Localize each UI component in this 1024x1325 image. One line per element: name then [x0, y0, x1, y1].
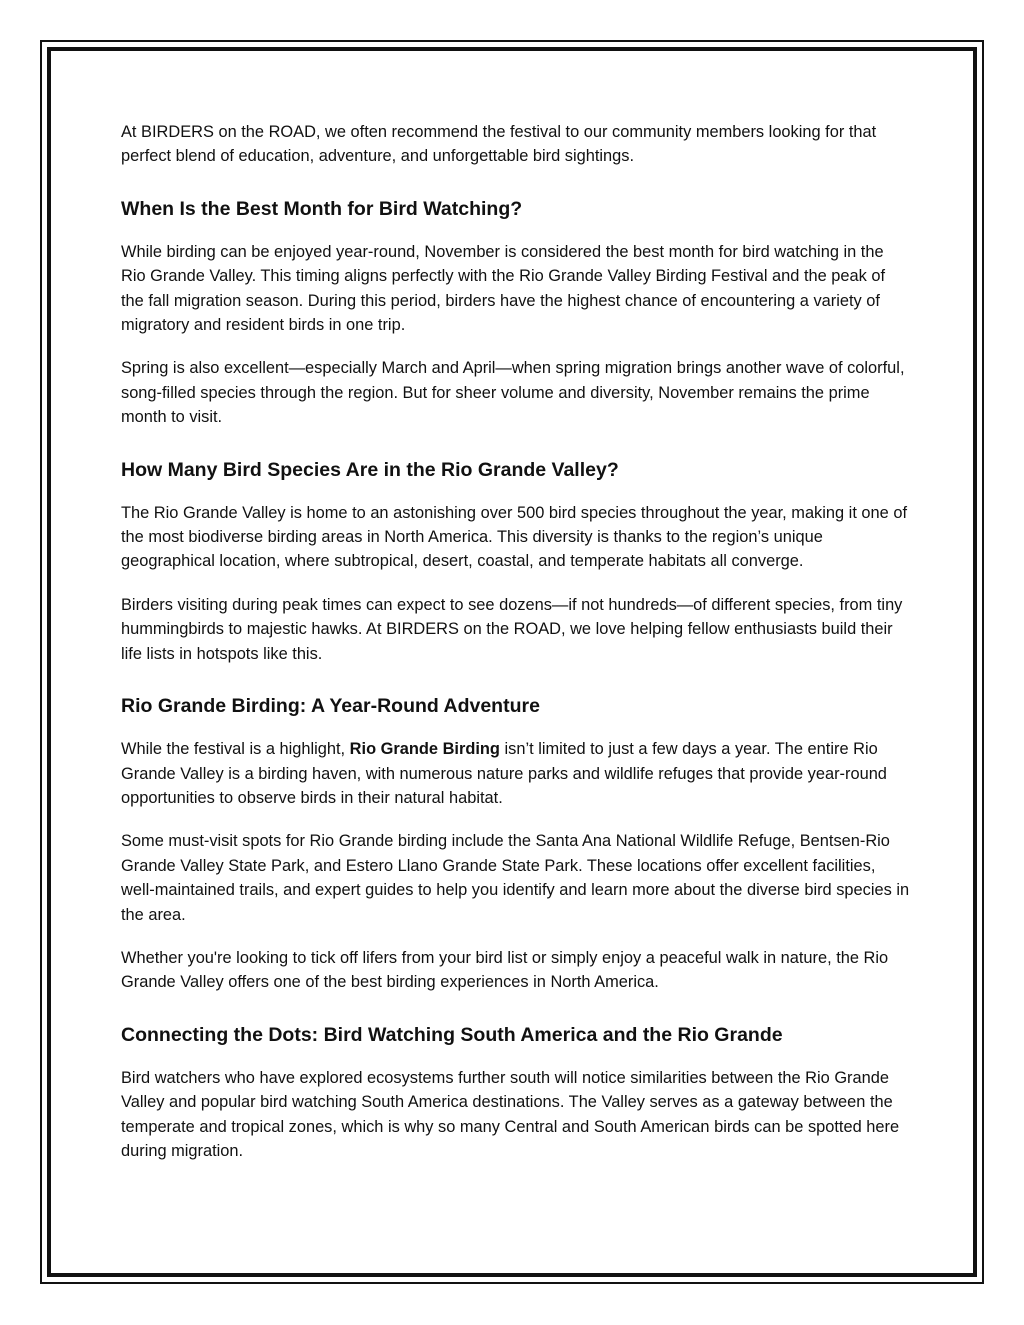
- paragraph: Bird watchers who have explored ecosystems further south will notice similarities between the Rio Grande Valley and popular bird watching South America destinations. The Valley serves as a gateway between the temperate and tropical zones, which is why so many Central and South American birds can be spotted here during migration.: [121, 1068, 900, 1160]
- text-run: isn’t limited to just a few days a year. The entire Rio Grande Valley is a birding haven, with numerous nature parks and wildlife refuges that provide year-round opportunities to observe birds in their natural habitat.: [121, 740, 887, 807]
- heading-best-month: When Is the Best Month for Bird Watching?: [121, 197, 523, 220]
- document-body: [121, 120, 911, 1182]
- paragraph: Some must-visit spots for Rio Grande birding include the Santa Ana National Wildlife Refuge, Bentsen-Rio Grande Valley State Park, and Estero Llano Grande State Park. These locations offer excellent facilities, well-maintained trails, and expert guides to help you identify and learn more about the diverse bird species in the area.: [121, 832, 910, 924]
- heading-south-america: Connecting the Dots: Bird Watching South America and the Rio Grande: [121, 1023, 783, 1046]
- paragraph: [121, 737, 911, 810]
- paragraph: Birders visiting during peak times can expect to see dozens—if not hundreds—of different species, from tiny hummingbirds to majestic hawks. At BIRDERS on the ROAD, we love helping fellow enthusiasts build their life lists in hotspots like this.: [121, 595, 903, 663]
- paragraph: Whether you're looking to tick off lifers from your bird list or simply enjoy a peaceful walk in nature, the Rio Grande Valley offers one of the best birding experiences in North America.: [121, 948, 889, 992]
- paragraph: Spring is also excellent—especially March and April—when spring migration brings another wave of colorful, song-filled species through the region. But for sheer volume and diversity, November remains the prime month to visit.: [121, 359, 905, 427]
- heading-species-count: How Many Bird Species Are in the Rio Grande Valley?: [121, 458, 619, 481]
- text-run: While the festival is a highlight,: [121, 740, 350, 759]
- bold-term: Rio Grande Birding: [349, 740, 500, 759]
- paragraph: The Rio Grande Valley is home to an astonishing over 500 bird species throughout the year, making it one of the most biodiverse birding areas in North America. This diversity is thanks to the region’s unique geographical location, where subtropical, desert, coastal, and temperate habitats all converge.: [121, 503, 907, 571]
- intro-paragraph: At BIRDERS on the ROAD, we often recommend the festival to our community members looking for that perfect blend of education, adventure, and unforgettable bird sightings.: [121, 123, 877, 166]
- paragraph: While birding can be enjoyed year-round, November is considered the best month for bird watching in the Rio Grande Valley. This timing aligns perfectly with the Rio Grande Valley Birding Festival and the peak of the fall migration season. During this period, birders have the highest chance of encountering a variety of migratory and resident birds in one trip.: [121, 242, 886, 335]
- heading-year-round: Rio Grande Birding: A Year-Round Adventure: [121, 695, 540, 718]
